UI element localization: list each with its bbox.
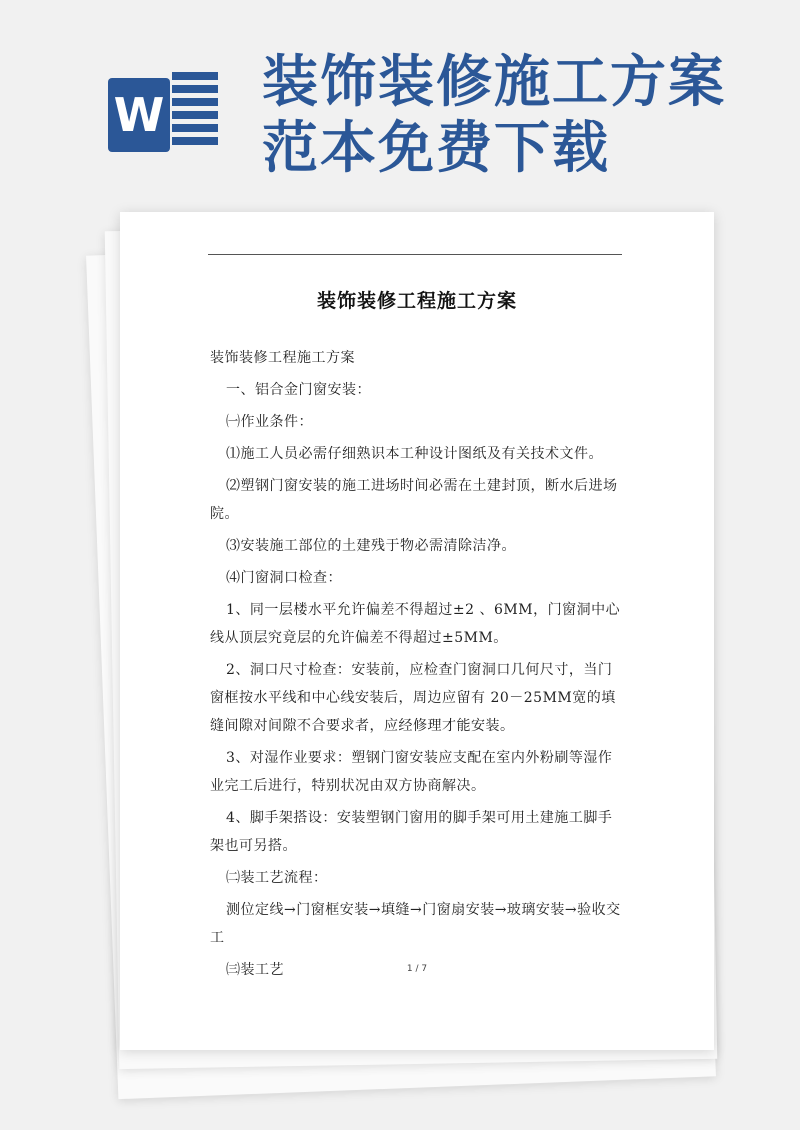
- word-logo-letter: W: [108, 78, 170, 152]
- document-paragraph: ㈢装工艺: [226, 962, 284, 978]
- document-paragraph: ㈠作业条件：: [226, 414, 313, 430]
- word-document-icon: [108, 72, 216, 158]
- document-paragraph: 装饰装修工程施工方案: [210, 350, 355, 366]
- document-body: [210, 344, 622, 988]
- banner-title: [262, 50, 726, 182]
- document-paragraph: 测位定线→门窗框安装→填缝→门窗扇安装→玻璃安装→验收交工: [210, 902, 621, 946]
- banner-title-line-1: 装饰装修施工方案: [262, 50, 726, 115]
- document-paragraph: 2、洞口尺寸检查：安装前，应检查门窗洞口几何尺寸，当门窗框按水平线和中心线安装后，周边应留有 20－25MM宽的填缝间隙对间隙不合要求者，应经修理才能安装。: [210, 662, 616, 734]
- banner-title-line-2: 范本免费下载: [262, 116, 610, 181]
- document-page: [120, 212, 714, 1050]
- document-title: 装饰装修工程施工方案: [316, 290, 517, 312]
- document-paragraph: ㈡装工艺流程：: [226, 870, 328, 886]
- document-paragraph: ⑴施工人员必需仔细熟识本工种设计图纸及有关技术文件。: [226, 446, 603, 462]
- page-number: 1 / 7: [406, 964, 428, 974]
- word-lines-graphic: [166, 72, 218, 158]
- header-rule: [208, 254, 622, 255]
- document-paragraph: ⑷门窗洞口检查：: [226, 570, 342, 586]
- document-paragraph: 3、对湿作业要求：塑钢门窗安装应支配在室内外粉刷等湿作业完工后进行，特别状况由双方协商解决。: [210, 750, 613, 794]
- banner: [0, 0, 800, 200]
- document-paragraph: ⑶安装施工部位的土建残于物必需清除洁净。: [226, 538, 516, 554]
- document-paragraph: ⑵塑钢门窗安装的施工进场时间必需在土建封顶，断水后进场院。: [210, 478, 618, 522]
- document-paragraph: 一、铝合金门窗安装：: [226, 382, 371, 398]
- document-paragraph: 4、脚手架搭设：安装塑钢门窗用的脚手架可用土建施工脚手架也可另搭。: [210, 810, 613, 854]
- document-paragraph: 1、同一层楼水平允许偏差不得超过±2 、6MM，门窗洞中心线从顶层究竟层的允许偏差不得超过±5MM。: [210, 602, 621, 646]
